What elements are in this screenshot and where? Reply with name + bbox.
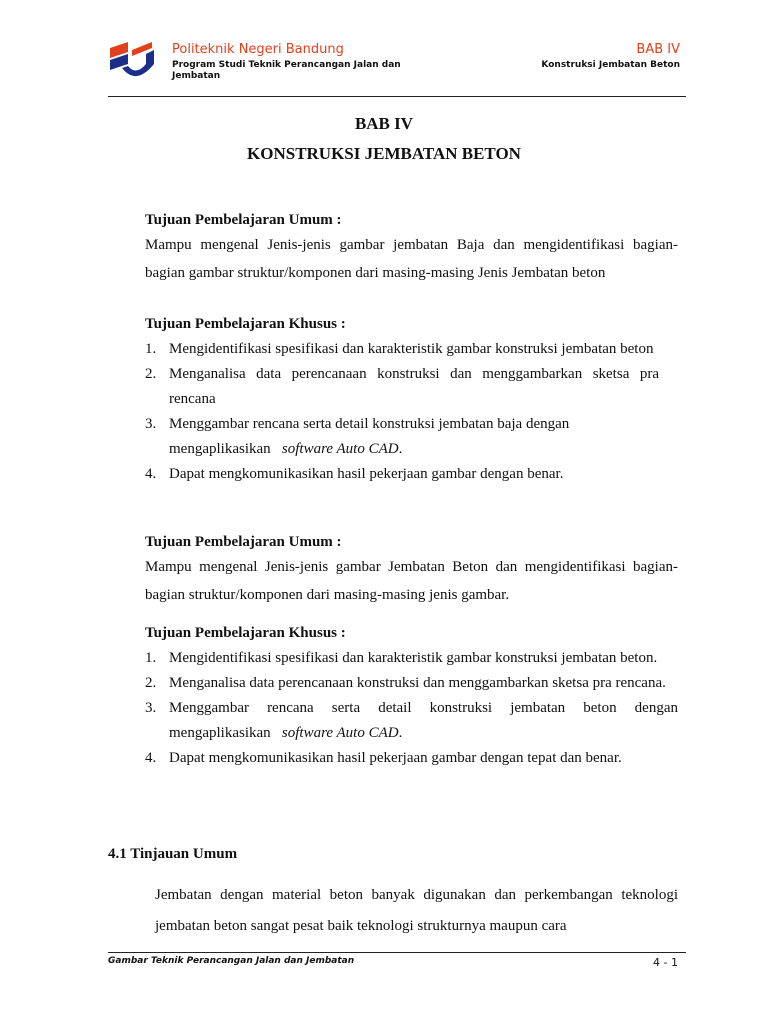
list-item: 3. Menggambar rencana serta detail konstruksi jembatan baja dengan mengaplikasikan software Auto CAD.: [145, 416, 570, 457]
specific-objective-heading: Tujuan Pembelajaran Khusus :: [145, 316, 346, 332]
list-item: 2. Menganalisa data perencanaan konstruksi dan menggambarkan sketsa pra rencana.: [145, 675, 666, 691]
specific-objectives-1: [145, 316, 678, 487]
chapter-topic: Konstruksi Jembatan Beton: [541, 60, 680, 70]
general-objective-text: Mampu mengenal Jenis-jenis gambar jembatan Baja dan mengidentifikasi bagian-bagian gambar struktur/komponen dari masing-masing Jenis Jembatan beton: [145, 237, 678, 281]
list-item: 2. Menganalisa data perencanaan konstruksi dan menggambarkan sketsa pra rencana: [145, 366, 659, 407]
list-item: 1. Mengidentifikasi spesifikasi dan karakteristik gambar konstruksi jembatan beton: [145, 341, 654, 357]
footer-text: Gambar Teknik Perancangan Jalan dan Jembatan: [108, 956, 355, 966]
list-item: 1. Mengidentifikasi spesifikasi dan karakteristik gambar konstruksi jembatan beton.: [145, 650, 658, 666]
page-header: [108, 38, 686, 97]
specific-objective-heading: Tujuan Pembelajaran Khusus :: [145, 625, 346, 641]
list-item: 4. Dapat mengkomunikasikan hasil pekerjaan gambar dengan tepat dan benar.: [145, 750, 622, 766]
polban-logo-icon: [108, 42, 158, 84]
chapter-subtitle: KONSTRUKSI JEMBATAN BETON: [247, 144, 521, 163]
institution-name: Politeknik Negeri Bandung: [172, 42, 344, 57]
section-heading: 4.1 Tinjauan Umum: [108, 846, 238, 862]
specific-objectives-2: [145, 625, 678, 771]
objectives-block-2: [145, 534, 678, 609]
section-paragraph: Jembatan dengan material beton banyak digunakan dan perkembangan teknologi jembatan beton sangat pesat baik teknologi strukturnya maupun cara: [155, 887, 678, 934]
program-name: Program Studi Teknik Perancangan Jalan dan Jembatan: [172, 60, 401, 81]
objectives-block-1: [145, 212, 678, 287]
page-number: 4 - 1: [653, 956, 678, 969]
chapter-label: BAB IV: [636, 42, 680, 57]
list-item: 4. Dapat mengkomunikasikan hasil pekerjaan gambar dengan benar.: [145, 466, 564, 482]
general-objective-text: Mampu mengenal Jenis-jenis gambar Jembatan Beton dan mengidentifikasi bagian-bagian struktur/komponen dari masing-masing jenis gambar.: [145, 559, 678, 603]
general-objective-heading: Tujuan Pembelajaran Umum :: [145, 212, 342, 228]
page-footer: [108, 952, 686, 969]
general-objective-heading: Tujuan Pembelajaran Umum :: [145, 534, 342, 550]
list-item: 3. Menggambar rencana serta detail konstruksi jembatan beton dengan mengaplikasikan software Auto CAD.: [145, 700, 678, 741]
chapter-title: BAB IV: [354, 114, 414, 133]
